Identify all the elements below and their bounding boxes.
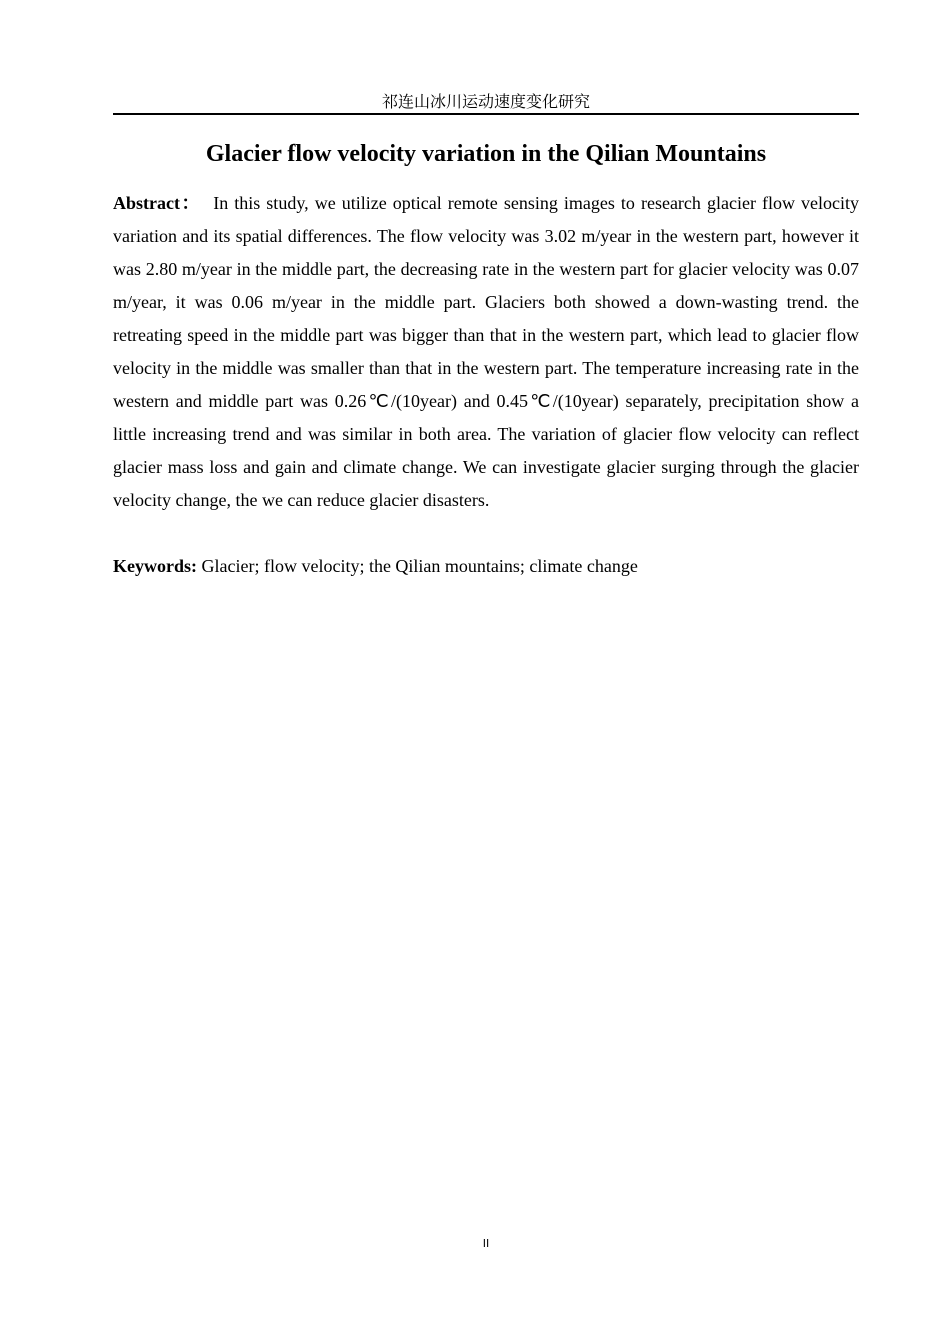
header-rule: [113, 113, 859, 115]
page-number: II: [482, 1237, 490, 1250]
paper-title: Glacier flow velocity variation in the Qilian Mountains: [205, 141, 767, 167]
abstract-text: In this study, we utilize optical remote sensing images to research glacier flow velocity variation and its spatial differences. The flow velocity was 3.02 m/year in the western part, however it was 2.80 m/year in the middle part, the decreasing rate in the western part for glacier velocity was 0.07 m/year, it was 0.06 m/year in the middle part. Glaciers both showed a down-wasting trend. the retreating speed in the middle part was bigger than that in the western part, which lead to glacier flow velocity in the middle was smaller than that in the western part. The temperature increasing rate in the western and middle part was 0.26℃/(10year) and 0.45℃/(10year) separately, precipitation show a little increasing trend and was similar in both area. The variation of glacier flow velocity can reflect glacier mass loss and gain and climate change. We can investigate glacier surging through the glacier velocity change, the we can reduce glacier disasters.: [113, 193, 860, 510]
abstract-label: Abstract：: [113, 193, 202, 213]
running-header: 祁连山冰川运动速度变化研究: [381, 92, 590, 111]
abstract-paragraph: [113, 187, 859, 517]
keywords-text: Glacier; flow velocity; the Qilian mountains; climate change: [201, 556, 638, 576]
keywords-paragraph: [113, 550, 859, 583]
keywords-label: Keywords:: [113, 556, 197, 576]
